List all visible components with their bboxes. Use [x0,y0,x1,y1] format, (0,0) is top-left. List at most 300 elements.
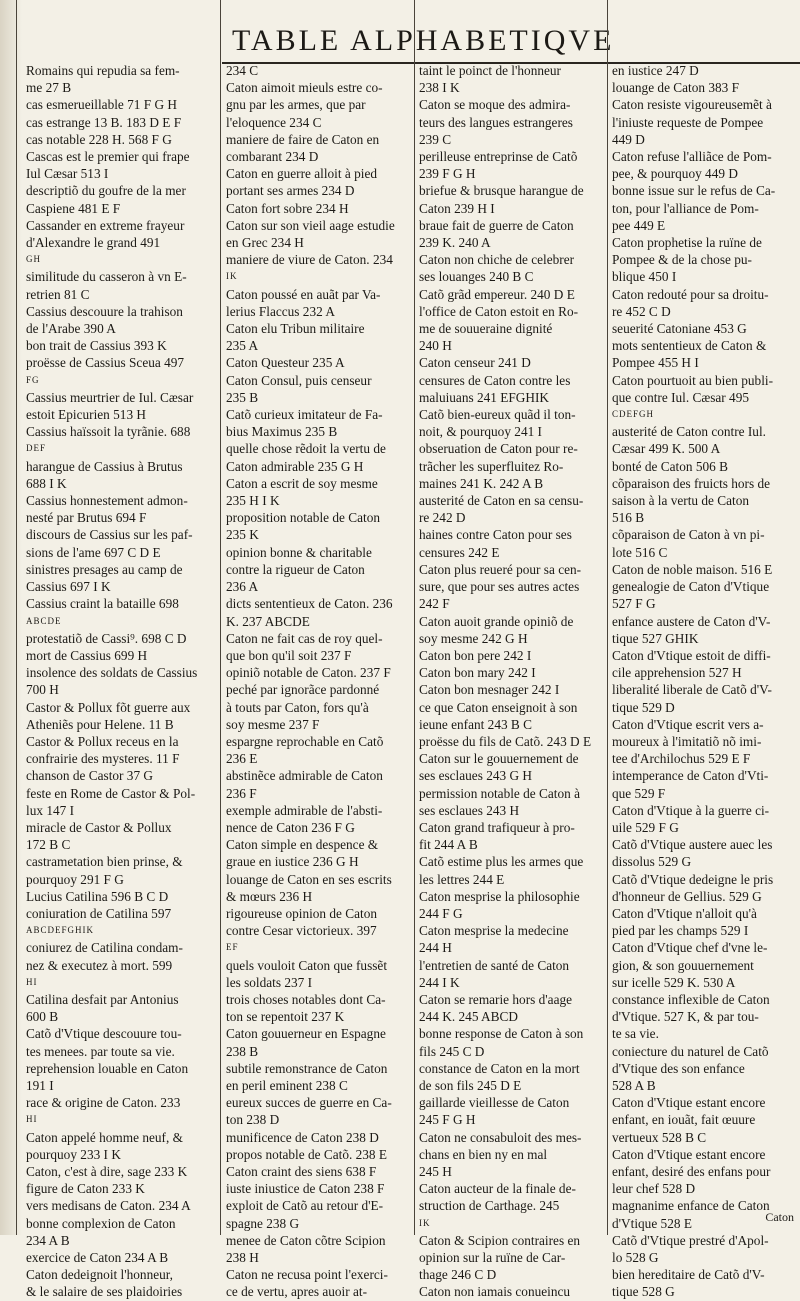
index-entry-line: tique 527 GHIK [612,630,699,646]
index-entry-line: 236 A [226,579,259,595]
index-entry-line: 245 H [419,1164,452,1179]
index-entry-line: 527 F G [612,596,656,612]
index-entry-line: coniurez de Catilina condam- [26,940,183,956]
index-entry-line: spagne 238 G [226,1215,300,1231]
index-entry-line: intemperance de Caton d'Vti- [612,768,769,784]
index-entry-line: austerité de Caton en sa censu- [419,493,584,509]
index-entry-line: haines contre Caton pour ses [419,527,572,543]
index-entry-line: Caton censeur 241 D [419,355,531,371]
index-entry-line: Caton non chiche de celebrer [419,252,575,268]
index-entry-line: bonté de Caton 506 B [612,458,728,474]
index-entry-line: harangue de Cassius à Brutus [26,458,183,474]
index-entry-line: nesté par Brutus 694 F [26,510,147,526]
index-entry-line: feste en Rome de Castor & Pol- [26,785,196,801]
index-entry-line: perilleuse entreprinse de Catõ [419,149,578,165]
index-entry-line: Caton aimoit mieuls estre co- [226,80,383,96]
index-entry-line: lote 516 C [612,544,668,560]
column-divider [414,0,415,1235]
index-entry-line: 239 K. 240 A [419,235,491,251]
index-entry-line: protestatiõ de Cassi⁹. 698 C D [26,630,187,646]
index-entry-line: reprehension louable en Caton [26,1060,189,1076]
index-entry-line: Castor & Pollux receus en la [26,733,179,749]
index-entry-line: pourquoy 233 I K [26,1146,121,1162]
index-entry-line: contre la rigueur de Caton [226,561,365,577]
index-entry-line: contre Cesar victorieux. 397 [226,923,377,939]
index-entry-line: 244 I K [419,974,460,990]
index-entry-line: Caton dedeignoit l'honneur, [26,1267,173,1283]
index-entry-line: Caton d'Vtique estant encore [612,1146,766,1162]
index-entry-line: Caton resiste vigoureusemẽt à [612,97,772,113]
index-entry-line: cõparaison de Caton à vn pi- [612,527,765,543]
index-entry-line: Caton auoit grande opiniõ de [419,613,574,629]
index-entry-line: 449 D [612,131,645,147]
index-entry-line: propos notable de Catõ. 238 E [226,1146,388,1162]
index-entry-line: Caton 239 H I [419,200,495,216]
index-entry-line: que 529 F [612,785,666,801]
index-entry-line: en iustice 247 D [612,63,699,78]
index-entry-line: 516 B [612,510,645,526]
index-entry-line: CDEFGH [612,409,655,420]
index-entry-line: d'Vtique 528 E [612,1215,692,1231]
index-entry-line: seuerité Catoniane 453 G [612,321,747,337]
index-entry-line: ABCDEFGHIK [26,925,95,936]
index-column-3 [419,62,601,1300]
index-entry-line: proësse du fils de Catõ. 243 D E [419,733,592,749]
index-entry-line: Cassius honnestement admon- [26,493,188,509]
index-entry-line: 238 I K [419,80,460,96]
index-entry-line: mots sententieux de Caton & [612,338,767,354]
index-entry-line: retrien 81 C [26,286,90,302]
index-entry-line: descriptiõ du goufre de la mer [26,183,186,199]
index-entry-line: Cassander en extreme frayeur [26,217,185,233]
index-entry-line: K. 237 ABCDE [226,613,310,629]
index-entry-line: Cassius descouure la trahison [26,303,183,319]
index-entry-line: soy mesme 237 F [226,716,320,732]
index-entry-line: Caton grand trafiqueur à pro- [419,819,575,835]
index-entry-line: 240 H [419,338,452,354]
index-entry-line: mort de Cassius 699 H [26,647,148,663]
index-entry-line: Caton ne consabuloit des mes- [419,1129,582,1145]
index-entry-line: Caton de noble maison. 516 E [612,561,773,577]
index-entry-line: à touts par Caton, fors qu'à [226,699,369,715]
column-divider [220,0,221,1235]
index-entry-line: munificence de Caton 238 D [226,1129,379,1145]
index-entry-line: trois choses notables dont Ca- [226,991,386,1007]
index-entry-line: liberalité liberale de Catõ d'V- [612,682,772,698]
index-entry-line: peché par ignorãce pardonné [226,682,380,698]
index-entry-line: Caton sur le gouuernement de [419,751,579,767]
index-entry-line: censures 242 E [419,544,500,560]
index-entry-line: l'office de Caton estoit en Ro- [419,303,579,319]
index-entry-line: Catõ bien-eureux quãd il ton- [419,407,576,423]
index-entry-line: rigoureuse opinion de Caton [226,905,378,921]
index-entry-line: lux 147 I [26,802,75,818]
index-entry-line: 235 H I K [226,493,280,509]
page-title: TABLE ALPHABETIQVE [232,24,615,57]
index-entry-line: trãcher les superfluitez Ro- [419,458,564,474]
index-entry-line: pourquoy 291 F G [26,871,124,887]
index-entry-line: Caton, c'est à dire, sage 233 K [26,1164,188,1179]
index-entry-line: Caton simple en despence & [226,837,379,853]
index-entry-line: 235 K [226,527,259,543]
index-entry-line: Cascas est le premier qui frape [26,149,190,165]
index-entry-line: exploit de Catõ au retour d'E- [226,1198,384,1214]
index-entry-line: cas notable 228 H. 568 F G [26,131,172,147]
index-entry-line: Caton bon mesnager 242 I [419,682,560,698]
index-entry-line: insolence des soldats de Cassius [26,665,198,681]
index-entry-line: Caton non iamais conueincu [419,1284,571,1300]
index-entry-line: louange de Caton en ses escrits [226,871,392,887]
index-entry-line: 239 C [419,131,452,147]
index-entry-line: Caton refuse l'alliãce de Pom- [612,149,772,165]
index-entry-line: quelle chose rẽdoit la vertu de [226,441,386,457]
index-entry-line: briefue & brusque harangue de [419,183,584,199]
index-entry-line: tique 529 D [612,699,675,715]
index-entry-line: Catõ estime plus les armes que [419,854,584,870]
index-entry-line: enfant, desiré des enfans pour [612,1164,771,1179]
index-entry-line: opiniõ notable de Caton. 237 F [226,665,391,681]
index-entry-line: ses esclaues 243 H [419,802,520,818]
index-entry-line: Caton gouuerneur en Espagne [226,1026,386,1042]
index-entry-line: & le salaire de ses plaidoiries [26,1284,183,1300]
index-entry-line: nez & executez à mort. 599 [26,957,173,973]
index-entry-line: chanson de Castor 37 G [26,768,154,784]
index-entry-line: Caton se moque des admira- [419,97,571,113]
index-entry-line: dicts sententieux de Caton. 236 [226,596,393,612]
index-entry-line: soy mesme 242 G H [419,630,528,646]
index-entry-line: 238 H [226,1250,259,1266]
index-entry-line: enfance austere de Caton d'V- [612,613,771,629]
index-entry-line: similitude du casseron à vn E- [26,269,187,285]
index-entry-line: chans en bien ny en mal [419,1146,548,1162]
index-entry-line: Cassius craint la bataille 698 [26,596,179,612]
index-entry-line: Cassius 697 I K [26,579,111,595]
index-entry-line: bonne issue sur le refus de Ca- [612,183,776,199]
index-entry-line: Caton pourtuoit au bien publi- [612,372,774,388]
index-entry-line: de son fils 245 D E [419,1077,522,1093]
index-entry-line: iuste iniustice de Caton 238 F [226,1181,385,1197]
index-entry-line: cõparaison des fruicts hors de [612,475,771,491]
index-entry-line: proësse de Cassius Sceua 497 [26,355,185,371]
index-entry-line: ce que Caton enseignoit à son [419,699,578,715]
index-entry-line: en peril eminent 238 C [226,1077,348,1093]
index-entry-line: cas esmerueillable 71 F G H [26,97,178,113]
index-entry-line: maluiuans 241 EFGHIK [419,389,550,405]
index-entry-line: pied par les champs 529 I [612,923,749,939]
index-entry-line: exemple admirable de l'absti- [226,802,383,818]
index-entry-line: que bon qu'il soit 237 F [226,647,352,663]
index-entry-line: ABCDE [26,615,62,626]
index-entry-line: l'iniuste requeste de Pompee [612,114,764,130]
index-column-1 [26,62,214,1300]
index-entry-line: en Grec 234 H [226,235,304,251]
index-entry-line: Caton fort sobre 234 H [226,200,349,216]
index-entry-line: IK [419,1217,431,1228]
index-entry-line: magnanime enfance de Caton [612,1198,770,1214]
index-entry-line: Caton ne recusa point l'exerci- [226,1267,388,1283]
index-entry-line: combarant 234 D [226,149,319,165]
index-entry-line: IK [226,271,238,282]
index-entry-line: 235 B [226,389,259,405]
index-entry-line: lerius Flaccus 232 A [226,303,335,319]
index-entry-line: sur icelle 529 K. 530 A [612,974,736,990]
page-header [222,14,800,66]
index-entry-line: ieune enfant 243 B C [419,716,532,732]
index-entry-line: braue fait de guerre de Caton [419,217,574,233]
index-entry-line: 244 K. 245 ABCD [419,1009,518,1025]
index-entry-line: opinion sur la ruïne de Car- [419,1250,566,1266]
index-entry-line: 245 F G H [419,1112,476,1128]
index-entry-line: opinion bonne & charitable [226,544,372,560]
index-entry-line: vertueux 528 B C [612,1129,707,1145]
index-entry-line: d'Vtique des son enfance [612,1060,745,1076]
index-entry-line: ton se repentoit 237 K [226,1009,345,1025]
index-entry-line: fit 244 A B [419,837,478,853]
index-entry-line: bonne response de Caton à son [419,1026,584,1042]
index-entry-line: dissolus 529 G [612,854,692,870]
index-entry-line: race & origine de Caton. 233 [26,1095,181,1111]
index-entry-line: bien hereditaire de Catõ d'V- [612,1267,765,1283]
index-entry-line: sinistres presages au camp de [26,561,183,577]
index-entry-line: Pompee & de la chose pu- [612,252,752,268]
index-entry-line: graue en iustice 236 G H [226,854,359,870]
index-entry-line: subtile remonstrance de Caton [226,1060,388,1076]
index-entry-line: Caton elu Tribun militaire [226,321,365,337]
index-entry-line: Caspiene 481 E F [26,200,121,216]
index-entry-line: 234 C [226,63,259,78]
index-entry-line: re 452 C D [612,303,671,319]
index-entry-line: saison à la vertu de Caton [612,493,749,509]
index-entry-line: moureux à l'imitatiõ nõ imi- [612,733,762,749]
index-entry-line: Romains qui repudia sa fem- [26,63,180,78]
index-entry-line: Caton admirable 235 G H [226,458,364,474]
index-entry-line: Caton d'Vtique à la guerre ci- [612,802,770,818]
index-entry-line: 191 I [26,1077,54,1093]
index-entry-line: FG [26,374,40,385]
index-entry-line: genealogie de Caton d'Vtique [612,579,770,595]
index-entry-line: Caton en guerre alloit à pied [226,166,378,182]
catchword: Caton [765,1210,794,1224]
index-entry-line: maniere de viure de Caton. 234 [226,252,393,268]
index-entry-line: de l'Arabe 390 A [26,321,116,337]
index-entry-line: austerité de Caton contre Iul. [612,424,766,440]
index-entry-line: leur chef 528 D [612,1181,696,1197]
index-entry-line: sure, que pour ses autres actes [419,579,580,595]
index-entry-line: constance inflexible de Caton [612,991,770,1007]
index-entry-line: cile apprehension 527 H [612,665,742,681]
index-entry-line: Caton ne fait cas de roy quel- [226,630,383,646]
index-entry-line: Caton aucteur de la finale de- [419,1181,576,1197]
index-entry-line: Caton poussé en auãt par Va- [226,286,381,302]
index-entry-line: quels vouloit Caton que fussẽt [226,957,388,973]
index-entry-line: gnu par les armes, que par [226,97,366,113]
index-entry-line: louange de Caton 383 F [612,80,740,96]
index-entry-line: Caton craint des siens 638 F [226,1164,377,1179]
index-entry-line: confrairie des mysteres. 11 F [26,751,180,767]
index-entry-line: Lucius Catilina 596 B C D [26,888,169,904]
index-entry-line: me de souueraine dignité [419,321,553,337]
index-entry-line: Caton Consul, puis censeur [226,372,372,388]
index-entry-line: ce de vertu, apres auoir at- [226,1284,368,1300]
index-entry-line: Caton d'Vtique estant encore [612,1095,766,1111]
index-entry-line: figure de Caton 233 K [26,1181,145,1197]
index-entry-line: uile 529 F G [612,819,679,835]
index-entry-line: portant ses armes 234 D [226,183,355,199]
index-entry-line: tique 528 G [612,1284,675,1300]
index-entry-line: Catõ d'Vtique austere auec les [612,837,773,853]
index-entry-line: Caton mesprise la medecine [419,923,569,939]
index-entry-line: Caton mesprise la philosophie [419,888,580,904]
index-entry-line: cas estrange 13 B. 183 D E F [26,114,182,130]
index-entry-line: les soldats 237 I [226,974,313,990]
index-entry-line: discours de Cassius sur les paf- [26,527,193,543]
index-entry-line: 244 F G [419,905,463,921]
index-entry-line: estoit Epicurien 513 H [26,407,147,423]
index-entry-line: Catõ d'Vtique prestré d'Apol- [612,1232,769,1248]
index-entry-line: thage 246 C D [419,1267,497,1283]
index-entry-line: 239 F G H [419,166,476,182]
index-entry-line: que contre Iul. Cæsar 495 [612,389,750,405]
index-entry-line: sions de l'ame 697 C D E [26,544,161,560]
index-entry-line: maniere de faire de Caton en [226,131,380,147]
index-entry-line: Catilina desfait par Antonius [26,991,179,1007]
index-entry-line: 244 H [419,940,452,956]
index-entry-line: Caton appelé homme neuf, & [26,1129,183,1145]
column-divider [607,0,608,1235]
index-entry-line: Caton d'Vtique n'alloit qu'à [612,905,757,921]
index-entry-line: Caton sur son vieil aage estudie [226,217,395,233]
index-entry-line: 700 H [26,682,59,698]
index-entry-line: Caton redouté pour sa droitu- [612,286,769,302]
index-entry-line: pee 449 E [612,217,666,233]
index-entry-line: permission notable de Caton à [419,785,581,801]
index-entry-line: eureux succes de guerre en Ca- [226,1095,392,1111]
index-entry-line: obseruation de Caton pour re- [419,441,578,457]
index-entry-line: enfant, en iouãt, fait œuure [612,1112,756,1128]
index-entry-line: constance de Caton en la mort [419,1060,580,1076]
index-entry-line: 242 F [419,596,450,612]
index-entry-line: HI [26,1114,38,1125]
page-gutter [0,0,22,1235]
index-entry-line: Caton se remarie hors d'aage [419,991,573,1007]
index-entry-line: d'Alexandre le grand 491 [26,235,161,251]
index-entry-line: Caton plus reueré pour sa cen- [419,561,582,577]
index-entry-line: Castor & Pollux fõt guerre aux [26,699,191,715]
index-entry-line: Caton d'Vtique estoit de diffi- [612,647,771,663]
index-entry-line: 234 A B [26,1232,70,1248]
index-entry-line: Caton a escrit de soy mesme [226,475,378,491]
index-entry-line: lo 528 G [612,1250,659,1266]
index-entry-line: Atheniẽs pour Helene. 11 B [26,716,174,732]
index-entry-line: & mœurs 236 H [226,888,313,904]
index-entry-line: te sa vie. [612,1026,659,1042]
index-entry-line: gion, & son gouuernement [612,957,754,973]
index-entry-line: censures de Caton contre les [419,372,571,388]
index-entry-line: ses louanges 240 B C [419,269,534,285]
index-entry-line: Caton bon pere 242 I [419,647,532,663]
index-column-4 [612,62,796,1300]
index-entry-line: 688 I K [26,475,67,491]
index-entry-line: espargne reprochable en Catõ [226,733,384,749]
index-entry-line: tee d'Archilochus 529 E F [612,751,751,767]
index-entry-line: gaillarde vieillesse de Caton [419,1095,570,1111]
index-entry-line: abstinẽce admirable de Caton [226,768,383,784]
index-entry-line: Catõ d'Vtique dedeigne le pris [612,871,774,887]
index-entry-line: Caton Questeur 235 A [226,355,345,371]
index-entry-line: bon trait de Cassius 393 K [26,338,167,354]
index-entry-line: 236 E [226,751,258,767]
index-entry-line: re 242 D [419,510,466,526]
index-entry-line: GH [26,254,41,265]
index-entry-line: coniuration de Catilina 597 [26,905,172,921]
index-entry-line: menee de Caton cõtre Scipion [226,1232,386,1248]
index-entry-line: ses esclaues 243 G H [419,768,532,784]
index-entry-line: ton, pour l'alliance de Pom- [612,200,759,216]
index-entry-line: miracle de Castor & Pollux [26,819,172,835]
index-entry-line: les lettres 244 E [419,871,505,887]
index-entry-line: d'honneur de Gellius. 529 G [612,888,762,904]
index-entry-line: Caton prophetise la ruïne de [612,235,762,251]
index-entry-line: Iul Cæsar 513 I [26,166,109,182]
index-entry-line: Caton bon mary 242 I [419,665,536,681]
index-entry-line: EF [226,942,239,953]
index-entry-line: pee, & pourquoy 449 D [612,166,738,182]
index-entry-line: Catõ grãd empereur. 240 D E [419,286,575,302]
index-entry-line: Cassius haïssoit la tyrãnie. 688 [26,424,191,440]
index-entry-line: maines 241 K. 242 A B [419,475,544,491]
index-entry-line: me 27 B [26,80,72,96]
index-entry-line: 600 B [26,1009,59,1025]
index-entry-line: l'eloquence 234 C [226,114,322,130]
index-entry-line: vers medisans de Caton. 234 A [26,1198,191,1214]
index-entry-line: Catõ d'Vtique descouure tou- [26,1026,182,1042]
index-entry-line: bius Maximus 235 B [226,424,338,440]
index-entry-line: 238 B [226,1043,259,1059]
index-entry-line: ton 238 D [226,1112,280,1128]
index-entry-line: Pompee 455 H I [612,355,699,371]
index-entry-line: HI [26,976,38,987]
index-entry-line: exercice de Caton 234 A B [26,1250,169,1266]
index-entry-line: bonne complexion de Caton [26,1215,176,1231]
index-entry-line: taint le poinct de l'honneur [419,63,561,78]
index-entry-line: struction de Carthage. 245 [419,1198,560,1214]
index-entry-line: fils 245 C D [419,1043,485,1059]
index-entry-line: noit, & pourquoy 241 I [419,424,542,440]
index-entry-line: proposition notable de Caton [226,510,380,526]
index-entry-line: 236 F [226,785,257,801]
index-entry-line: 172 B C [26,837,71,853]
index-column-2 [226,62,408,1300]
index-entry-line: Caton d'Vtique chef d'vne le- [612,940,768,956]
index-entry-line: blique 450 I [612,269,677,285]
index-entry-line: Catõ curieux imitateur de Fa- [226,407,383,423]
index-entry-line: 528 A B [612,1077,656,1093]
index-entry-line: d'Vtique. 527 K, & par tou- [612,1009,759,1025]
index-entry-line: Caton & Scipion contraires en [419,1232,581,1248]
index-entry-line: nence de Caton 236 F G [226,819,355,835]
column-divider [16,0,17,1235]
index-entry-line: Cassius meurtrier de Iul. Cæsar [26,389,194,405]
index-entry-line: teurs des langues estrangeres [419,114,573,130]
index-entry-line: castrametation bien prinse, & [26,854,183,870]
index-entry-line: l'entretien de santé de Caton [419,957,570,973]
index-entry-line: DEF [26,443,47,454]
index-entry-line: coniecture du naturel de Catõ [612,1043,769,1059]
index-entry-line: Cæsar 499 K. 500 A [612,441,721,457]
index-entry-line: tes menees. par toute sa vie. [26,1043,175,1059]
index-entry-line: 235 A [226,338,259,354]
index-entry-line: Caton d'Vtique escrit vers a- [612,716,764,732]
